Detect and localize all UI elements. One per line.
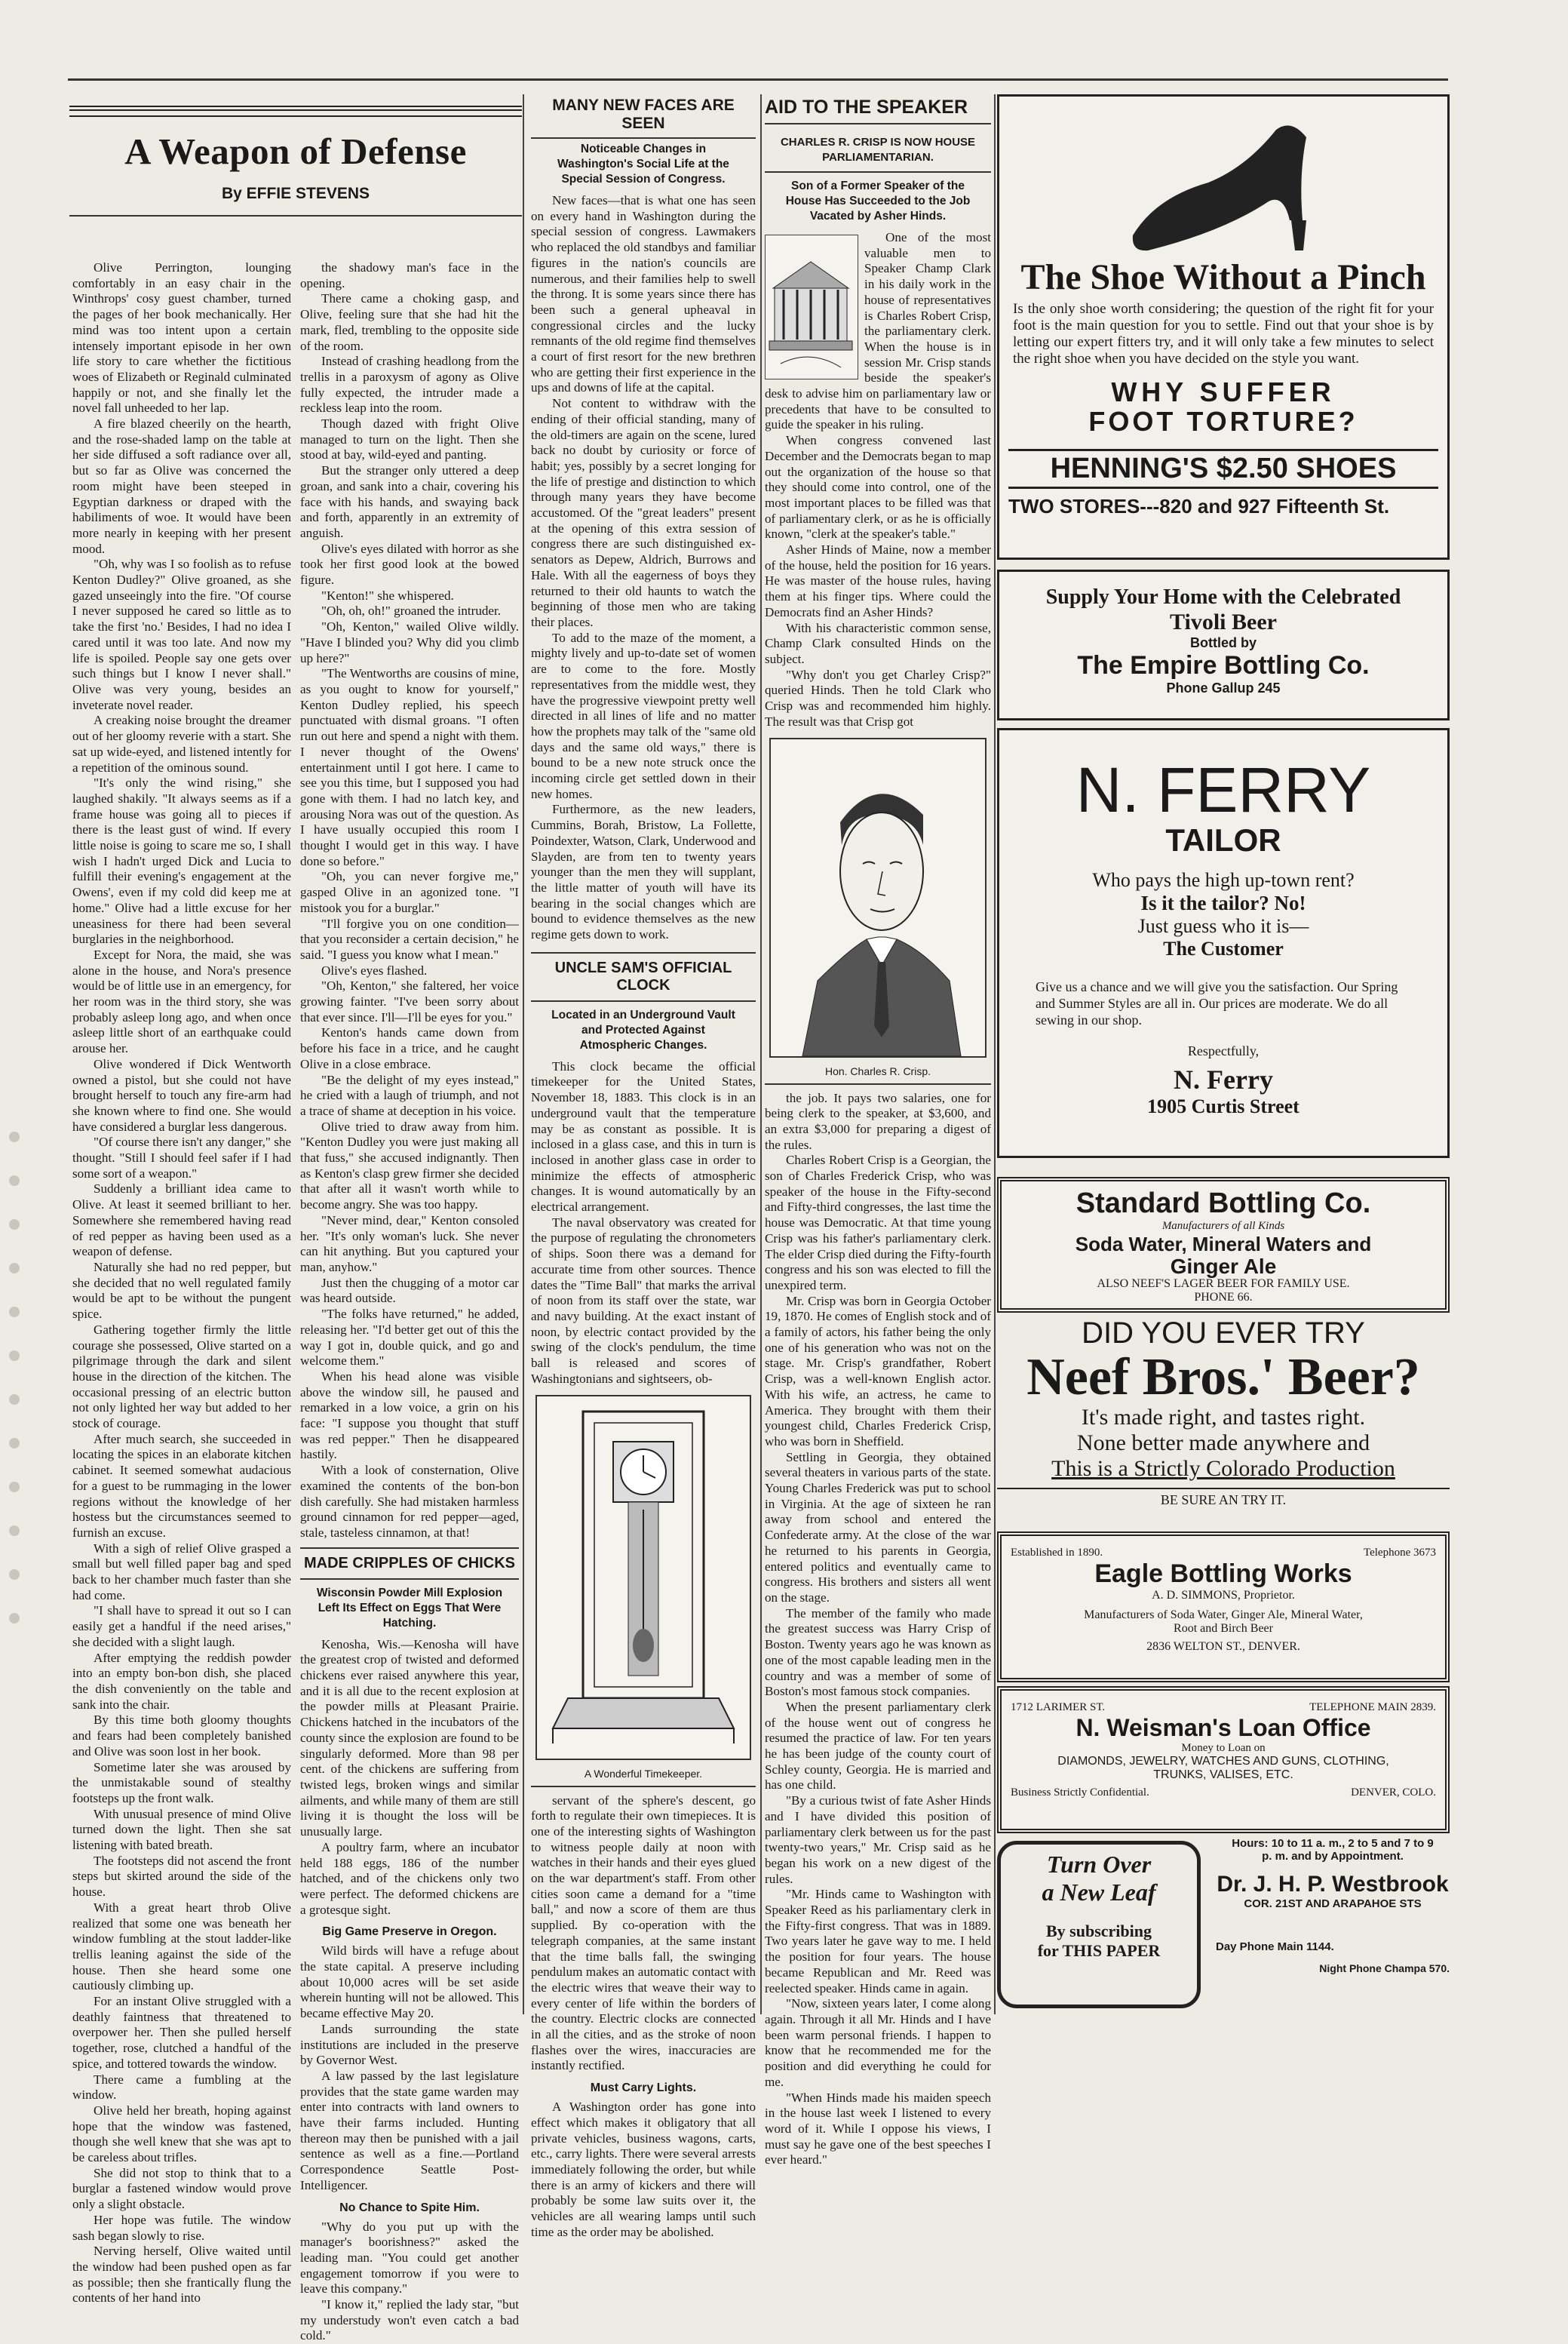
westbrook-addr: COR. 21ST AND ARAPAHOE STS	[1244, 1897, 1422, 1910]
story-header	[69, 106, 522, 223]
paragraph: the shadowy man's face in the opening.	[300, 260, 519, 290]
standard-sub: Manufacturers of all Kinds	[1161, 1220, 1285, 1232]
ferry-q1: Who pays the high up-town rent?	[1092, 869, 1355, 891]
eagle-tel: Telephone 3673	[1363, 1547, 1436, 1559]
paragraph: With a look of consternation, Olive examined the contents of the bon-bon dish carefully. She had mistaken harmless ground cinnamon for red pepper—aged, stale, tasteless cinnamon, at that!	[300, 1463, 519, 1540]
paragraph: There came a choking gasp, and Olive, feeling sure that she had hit the mark, fled, trembling to the opposite side of the room.	[300, 291, 519, 353]
binding-holes	[5, 1132, 27, 1705]
paragraph: A law passed by the last legislature provides that the state game warden may enter into contracts with land owners to have their farms included. Hunting thereon may then be punished with a jail sentence as well as a fine.—Portland Correspondence Seattle Post-Intelligencer.	[300, 2068, 519, 2192]
paragraph: After emptying the reddish powder into an empty bon-bon dish, she placed the dish conveniently on the table and sank into the chair.	[72, 1650, 291, 1712]
paragraph: servant of the sphere's descent, go forth to regulate their own timepieces. It is one of the interesting sights of Washington to witness people daily at noon with watches in their hands and their eyes glued on the war department's staff. From other cities soon came a demand for a "time ball," and now a score of them are thus supplied. By co-operation with the telegraph companies, at the same instant that the time balls fall, the swinging pendulum makes an automatic contact with the electric wires that weave their way to every center of life within the borders of the country. Electric clocks are connected in all the cities, and as the stroke of noon flashes over the wires, inaccuracies are instantly rectified.	[531, 1793, 756, 2073]
weisman-conf: Business Strictly Confidential.	[1011, 1786, 1149, 1799]
tivoli-line-1: Supply Your Home with the Celebrated	[1045, 585, 1401, 609]
paragraph: "Oh, you can never forgive me," gasped Olive in an agonized tone. "I mistook you for a burglar."	[300, 869, 519, 915]
weisman-bottom-row	[1011, 1786, 1436, 1799]
game-headline: Big Game Preserve in Oregon.	[322, 1925, 497, 1939]
weisman-street: 1712 LARIMER ST.	[1011, 1701, 1106, 1713]
westbrook-hours-1: Hours: 10 to 11 a. m., 2 to 5 and 7 to 9	[1232, 1837, 1434, 1850]
paragraph: Except for Nora, the maid, she was alone in the house, and Nora's presence would be of little use in an emergency, for her room was in the third story, she was probably asleep long ago, and when once asleep little short of an earthquake could arouse her.	[72, 947, 291, 1056]
neef-line-2: Neef Bros.' Beer?	[1026, 1348, 1420, 1406]
shoe-body: Is the only shoe worth considering; the question of the right fit for your foot is the main question for you to settle. Find out that your shoe is by letting our expert fitters try, and it will only take a few minutes to select the right shoe when you have decided on the style you want.	[1013, 301, 1434, 367]
news-column-3	[531, 97, 756, 2239]
paragraph: This clock became the official timekeeper for the United States, November 18, 1883. This clock is in an underground vault that the temperature may be as constant as possible. It is inclosed in a glass case, and this in turn is inclosed in another glass case in order to minimize the effects of atmospheric changes. It is wound automatically by an electrical arrangement.	[531, 1058, 756, 1215]
tivoli-ad	[997, 570, 1450, 720]
neef-line-6: BE SURE AN TRY IT.	[997, 1488, 1450, 1508]
paragraph: When congress convened last December and the Democrats began to map out the organization of the house so that they should come into control, one of the most important places to be filled was that of parliamentary clerk, or as he is officially known, "clerk at the speaker's table."	[765, 433, 991, 542]
divider	[69, 215, 522, 217]
speaker-subhead-1: CHARLES R. CRISP IS NOW HOUSE PARLIAMENTARIAN.	[780, 136, 976, 164]
paragraph: With a great heart throb Olive realized that some one was beneath her window fumbling at the stout ladder-like trellis leaning against the side of the house. Then she heard some one cautiously climbing up.	[72, 1900, 291, 1993]
tivoli-line-4: The Empire Bottling Co.	[1077, 651, 1370, 680]
paragraph: Wild birds will have a refuge about the state capital. A preserve including about 10,000 acres will be set aside wherein hunting will not be allowed. This became effective May 20.	[300, 1943, 519, 2021]
weisman-line-1: Money to Loan on	[1181, 1742, 1266, 1754]
eagle-top-row	[1011, 1547, 1436, 1559]
westbrook-name: Dr. J. H. P. Westbrook	[1217, 1872, 1449, 1897]
clock-subhead: Located in an Underground Vault and Protected Against Atmospheric Changes.	[551, 1008, 735, 1052]
paragraph: "Never mind, dear," Kenton consoled her. "It's only woman's luck. She never can hit anything. But you captured your man, anyhow."	[300, 1212, 519, 1274]
shoe-line-2: FOOT TORTURE?	[1088, 406, 1358, 437]
standard-line-3: ALSO NEEF'S LAGER BEER FOR FAMILY USE.	[1097, 1277, 1350, 1290]
eagle-addr: 2836 WELTON ST., DENVER.	[1146, 1640, 1300, 1653]
weisman-name: N. Weisman's Loan Office	[1076, 1714, 1371, 1741]
ferry-body: Give us a chance and we will give you the satisfaction. Our Spring and Summer Styles are all in. Our prices are moderate. We do all sewing in our shop.	[1036, 979, 1398, 1028]
shoe-headline: The Shoe Without a Pinch	[1020, 257, 1426, 297]
neef-line-1: DID YOU EVER TRY	[1082, 1316, 1365, 1350]
paragraph: To add to the maze of the moment, a mighty lively and up-to-date set of women are to come to the fore. Mostly representatives from the middle west, they have the progressive viewpoint pretty well directed in all lines of life and no matter how the prophets may talk of the "same old days and the same old ways," there is bound to be a new note struck once the incoming circle get settled down in their new homes.	[531, 630, 756, 801]
paragraph: Just then the chugging of a motor car was heard outside.	[300, 1275, 519, 1306]
standard-line-1: Soda Water, Mineral Waters and	[1075, 1233, 1372, 1255]
neef-line-3: It's made right, and tastes right.	[1081, 1405, 1366, 1430]
speaker-headline: AID TO THE SPEAKER	[765, 97, 991, 124]
ferry-ad	[997, 728, 1450, 1158]
standard-name: Standard Bottling Co.	[1076, 1187, 1371, 1219]
paragraph: "When Hinds made his maiden speech in the house last week I listened to every word of it. While I oppose his views, I must say he gave one of the best speeches I ever heard."	[765, 2090, 991, 2167]
clock-drawing	[537, 1396, 750, 1759]
paragraph: Kenosha, Wis.—Kenosha will have the greatest crop of twisted and deformed chickens ever raised anywhere this year, and it is all due to the recent explosion at the powder mills at Pleasant Prairie. Chickens hatched in the incubators of the county since the explosion are found to be singularly deformed. More than 98 per cent. of the chickens are suffering from twisted legs, broken wings and similar ailments, and while many of them are still living it is thought the loss will be unusually large.	[300, 1636, 519, 1839]
paragraph: "Of course there isn't any danger," she thought. "Still I should feel safer if I had some sort of a weapon."	[72, 1135, 291, 1181]
paragraph: "Be the delight of my eyes instead," he cried with a laugh of triumph, and not a trace of shame at deception in his voice.	[300, 1072, 519, 1118]
paragraph: When his head alone was visible above the window sill, he paused and remarked in a low voice, a grin on his face: "I suppose you thought that stuff was red pepper." Then he disappeared hastily.	[300, 1369, 519, 1462]
eagle-line-1: Manufacturers of Soda Water, Ginger Ale, Mineral Water,	[1084, 1608, 1363, 1621]
paragraph: "Oh, oh, oh!" groaned the intruder.	[321, 604, 502, 619]
subscribe-line-4: for THIS PAPER	[1037, 1941, 1161, 1960]
neef-ad	[997, 1316, 1450, 1528]
cripples-subhead: Wisconsin Powder Mill Explosion Left Its Effect on Eggs That Were Hatching.	[316, 1586, 503, 1630]
paragraph: Olive held her breath, hoping against hope that the window was fastened, though she well knew that she was apt to be careless about trifles.	[72, 2103, 291, 2165]
paragraph: "The folks have returned," he added, releasing her. "I'd better get out of this the way I got in, double quick, and go and welcome them."	[300, 1307, 519, 1369]
ferry-q4: The Customer	[1163, 938, 1284, 960]
paragraph: After much search, she succeeded in locating the spices in an elaborate kitchen cabinet. It seemed somewhat audacious for a guest to be rummaging in the lower regions without the knowledge of her hostess but the circumstances seemed to furnish an excuse.	[72, 1431, 291, 1540]
paragraph: "I'll forgive you on one condition—that you reconsider a certain decision," he said. "I guess you know what I mean."	[300, 916, 519, 962]
paragraph: One of the most valuable men to Speaker Champ Clark in his daily work in the house of representatives is Charles Robert Crisp, the parliamentary clerk. When the house is in session Mr. Crisp stands beside the speaker's desk to advise him on parliamentary law or precedents that have to be consulted to guide the speaker in his ruling.	[765, 230, 991, 432]
portrait-drawing	[771, 739, 985, 1056]
eagle-prop: A. D. SIMMONS, Proprietor.	[1152, 1589, 1295, 1602]
news-column-4	[765, 97, 991, 2167]
paragraph: "I shall have to spread it out so I can easily get a handful if the need arises," she decided with a slight laugh.	[72, 1603, 291, 1649]
faces-subhead: Noticeable Changes in Washington's Social Life at the Special Session of Congress.	[557, 143, 729, 186]
capitol-illustration	[765, 235, 858, 379]
westbrook-night-phone: Night Phone Champa 570.	[1319, 1962, 1450, 1974]
paragraph: Her hope was futile. The window sash began slowly to rise.	[72, 2212, 291, 2243]
tivoli-line-2: Tivoli Beer	[1170, 610, 1277, 634]
portrait-illustration	[769, 738, 987, 1058]
paragraph: Olive wondered if Dick Wentworth owned a pistol, but she could not have brought herself to touch any fire-arm had she known where to find one. She would have considered a burglar less dangerous.	[72, 1056, 291, 1134]
column-rule	[760, 94, 762, 2014]
standard-bottling-ad	[997, 1177, 1450, 1313]
paragraph: Settling in Georgia, they obtained several theaters in various parts of the state. Young Charles Frederick was put to school in Virginia. At the age of sixteen he ran away from school and entered the Confederate army. At the close of the war he returned to his parents in Georgia, entered politics and eventually came to congress. His brothers and sisters all went on the stage.	[765, 1449, 991, 1605]
paragraph: A poultry farm, where an incubator held 188 eggs, 186 of the number hatched, and of the chickens only two were perfect. The deformed chickens are a grotesque sight.	[300, 1839, 519, 1917]
subscribe-line-2: a New Leaf	[1042, 1879, 1156, 1906]
paragraph: Sometime later she was aroused by the unmistakable sound of stealthy footsteps up the front walk.	[72, 1759, 291, 1805]
clock-illustration	[535, 1395, 751, 1760]
page-top-rule	[68, 78, 1448, 81]
paragraph: "Why don't you get Charley Crisp?" queried Hinds. Then he told Clark who Crisp was and recommended him highly. The result was that Crisp got	[765, 667, 991, 729]
column-rule	[994, 94, 996, 2014]
paragraph: Olive tried to draw away from him. "Kenton Dudley you were just making all that fuss," she accused indignantly. Then as Kenton's clasp grew firmer she decided that after all it wasn't worth while to become angry. She was too happy.	[300, 1119, 519, 1212]
ferry-signature: N. Ferry	[1174, 1064, 1273, 1095]
paragraph: the job. It pays two salaries, one for being clerk to the speaker, at $3,600, and an extra $3,000 for preparing a digest of the rules.	[765, 1090, 991, 1152]
story-title: A Weapon of Defense	[124, 131, 467, 172]
paragraph: New faces—that is what one has seen on every hand in Washington during the special session of congress. Lawmakers who replaced the old standbys and familiar figures in the nation's councils are numerous, and their families help to swell the throng. It is some years since there has been such a general upheaval in congressional circles and the lucky remnants of the old regime find themselves a court of first resort for the new brethren who are getting their first experience in the ups and downs of life at the capital.	[531, 193, 756, 395]
spite-headline: No Chance to Spite Him.	[339, 2201, 480, 2214]
paragraph: With a sigh of relief Olive grasped a small but well filled paper bag and sped back to her chamber much faster than she had come.	[72, 1541, 291, 1602]
shoe-line-4: TWO STORES---820 and 927 Fifteenth St.	[1008, 495, 1390, 518]
subscribe-line-3: By subscribing	[1046, 1922, 1152, 1940]
ferry-q3: Just guess who it is—	[1137, 915, 1309, 937]
paragraph: For an instant Olive struggled with a deathly faintness that threatened to overpower her. Then she pulled herself together, rose, clutched a handful of the spice, and tottered towards the window.	[72, 1994, 291, 2071]
story-byline: By EFFIE STEVENS	[221, 185, 370, 202]
ferry-trade: TAILOR	[1165, 822, 1281, 858]
paragraph: Asher Hinds of Maine, now a member of the house, held the position for 16 years. He was master of the house rules, having them at his finger tips. Where could the Democrats find an Asher Hinds?	[765, 542, 991, 619]
shoe-line-1: WHY SUFFER	[1111, 376, 1336, 407]
shoe-drawing	[1125, 107, 1321, 258]
subscribe-line-1: Turn Over	[1046, 1851, 1152, 1878]
paragraph: A creaking noise brought the dreamer out of her gloomy reverie with a start. She sat up wide-eyed, and listened intently for a repetition of the ominous sound.	[72, 713, 291, 775]
capitol-drawing	[766, 235, 856, 377]
standard-line-4: PHONE 66.	[1194, 1291, 1253, 1304]
paragraph: The member of the family who made the greatest success was Harry Crisp of Boston. Twenty years ago he was known as one of the most capable leading men in the country and was a member of some of Boston's most famous stock companies.	[765, 1605, 991, 1699]
paragraph: She did not stop to think that to a burglar a fastened window would prove only a slight obstacle.	[72, 2165, 291, 2212]
paragraph: "Oh, Kenton," wailed Olive wildly. "Have I blinded you? Why did you climb up here?"	[300, 619, 519, 665]
weisman-ad	[997, 1686, 1450, 1833]
clock-headline: UNCLE SAM'S OFFICIAL CLOCK	[554, 959, 732, 994]
paragraph: Kenton's hands came down from before his face in a trice, and he caught Olive in a close embrace.	[300, 1025, 519, 1071]
paragraph: "I know it," replied the lady star, "but my understudy won't even catch a bad cold."	[300, 2297, 519, 2343]
paragraph: "Mr. Hinds came to Washington with Speaker Reed as his parliamentary clerk in the Fifty-first congress. That was in 1889. Two years later he gave way to me. I held the position for four years. The house became Republican and Mr. Reed was reelected speaker. Hinds came in again.	[765, 1887, 991, 1995]
paragraph: "The Wentworths are cousins of mine, as you ought to know for yourself," Kenton Dudley replied, his speech punctuated with dismal groans. "I often run out here and spend a night with them. I never thought of the Owens' entertainment until I got here. I came to see you this time, but I supposed you had gone with them. I had no latch key, and arousing Nora was out of the question. As I have usually occupied this room I thought I would get in this way. I have done so before."	[300, 666, 519, 868]
weisman-city: DENVER, COLO.	[1351, 1786, 1436, 1799]
paragraph: With his characteristic common sense, Champ Clark consulted Hinds on the subject.	[765, 620, 991, 666]
subscribe-ad	[997, 1841, 1201, 2008]
westbrook-day-phone: Day Phone Main 1144.	[1216, 1940, 1334, 1953]
eagle-line-2: Root and Birch Beer	[1174, 1622, 1273, 1635]
westbrook-ad	[1216, 1837, 1450, 2018]
paragraph: Mr. Crisp was born in Georgia October 19, 1870. He comes of English stock and of a family of actors, his father being the only one of his generation who was not on the stage. Mr. Crisp's grandfather, Robert Crisp, was a well-known English actor. With his wife, an actress, he came to America. They brought with them their youngest child, Charles Frederick Crisp, who was born in Sheffield.	[765, 1293, 991, 1448]
title-ornament-rule	[69, 106, 522, 117]
cripples-headline: MADE CRIPPLES OF CHICKS	[303, 1554, 516, 1571]
paragraph: Olive's eyes dilated with horror as she took her first good look at the bowed figure.	[300, 541, 519, 588]
weisman-top-row	[1011, 1701, 1436, 1714]
paragraph: A Washington order has gone into effect which makes it obligatory that all private vehicles, business wagons, carts, etc., carry lights. There were several arrests immediately following the order, but while there is an army of kickers and there will probably be some law suits over it, the vehicles are all wearing lamps until such time as the order may be abolished.	[531, 2100, 756, 2239]
paragraph: "It's only the wind rising," she laughed shakily. "It always seems as if a frame house was going all to pieces if there is the least gust of wind. If every little noise is going to scare me so, I shall wish I hadn't urged Dick and Lucia to fulfill their evening's engagement at the Owens', even if my cold did keep me at home." Olive had a little excuse for her uneasiness for there had been several burglaries in the neighborhood.	[72, 776, 291, 947]
paragraph: Nerving herself, Olive waited until the window had been pushed open as far as possible; then she frantically flung the contents of her hand into	[72, 2244, 291, 2306]
paragraph: The naval observatory was created for the purpose of regulating the chronometers of ships. Soon there was a demand for accurate time from other sources. Thence dates the "Time Ball" that marks the arrival of noon from its staff over the state, war and navy building. At the exact instant of noon, by electric contact provided by the swing of the clock's pendulum, the time ball is released and scores of Washingtonians and sightseers, ob-	[531, 1215, 756, 1386]
portrait-caption: Hon. Charles R. Crisp.	[824, 1064, 931, 1077]
column-rule	[523, 94, 524, 2014]
paragraph: Not content to withdraw with the ending of their official standing, many of the old-timers are again on the scene, lured back no doubt by curiosity or force of habit; yes, possibly by a secret longing for the life of prestige and distinction to which through many years they have become accustomed. Of the "great leaders" present at the opening of this extra session of congress there are such distinguished ex-senators as Depew, Aldrich, Burrows and Hale. With all the eagerness of boys they returned to their old haunts to watch the beginning of those men who are taking their places.	[531, 396, 756, 629]
eagle-ad	[997, 1531, 1450, 1682]
paragraph: Olive's eyes flashed.	[321, 963, 428, 978]
eagle-est: Established in 1890.	[1011, 1547, 1103, 1559]
paragraph: The footsteps did not ascend the front steps but skirted around the side of the house.	[72, 1853, 291, 1900]
ferry-resp: Respectfully,	[1187, 1043, 1260, 1058]
paragraph: By this time both gloomy thoughts and fears had been completely banished and Olive was soon lost in her book.	[72, 1713, 291, 1759]
paragraph: "By a curious twist of fate Asher Hinds and I have divided this position of parliamentary clerk between us for the past twenty-two years," Mr. Crisp said as he began his work on a new digest of the rules.	[765, 1793, 991, 1886]
paragraph: Naturally she had no red pepper, but she decided that no well regulated family would be apt to be without the pungent spice.	[72, 1260, 291, 1322]
paragraph: Gathering together firmly the little courage she possessed, Olive started on a pilgrimage through the dark and silent house in the direction of the kitchen. The occasional pressing of an electric button not only lighted her way but added to her stock of courage.	[72, 1322, 291, 1431]
paragraph: With unusual presence of mind Olive turned down the light. Then she sat listening with bated breath.	[72, 1806, 291, 1853]
paragraph: Instead of crashing headlong from the trellis in a paroxysm of agony as Olive fully expected, the intruder made a reckless leap into the room.	[300, 354, 519, 416]
ferry-name: N. FERRY	[1076, 754, 1371, 825]
ferry-q2: Is it the tailor? No!	[1140, 892, 1306, 914]
paragraph: "Kenton!" she whispered.	[321, 588, 454, 603]
standard-line-2: Ginger Ale	[1170, 1255, 1277, 1278]
paragraph: When the present parliamentary clerk of the house went out of congress he resumed the practice of law. For ten years he has been judge of the county court of Schley county, Georgia. He is married and has one child.	[765, 1699, 991, 1793]
paragraph: But the stranger only uttered a deep groan, and sank into a chair, covering his face with his hands, and swaying back and forth, apparently in an extremity of anguish.	[300, 463, 519, 540]
shoe-line-3: HENNING'S $2.50 SHOES	[1008, 449, 1438, 489]
paragraph: Suddenly a brilliant idea came to Olive. At least it seemed brilliant to her. Somewhere she remembered having read of red pepper as having been used as a weapon of defense.	[72, 1181, 291, 1259]
paragraph: "Why do you put up with the manager's boorishness?" asked the leading man. "You could get another engagement tomorrow if you were to leave this company."	[300, 2219, 519, 2296]
paragraph: There came a fumbling at the window.	[72, 2072, 291, 2103]
story-column-1	[72, 260, 291, 2306]
paragraph: Lands surrounding the state institutions are included in the preserve by Governor West.	[300, 2021, 519, 2068]
paragraph: "Oh, Kenton," she faltered, her voice growing fainter. "I've been sorry about that ever since. I'll—I'll be eyes for you."	[300, 978, 519, 1025]
westbrook-hours-2: p. m. and by Appointment.	[1262, 1850, 1404, 1863]
paragraph: "Now, sixteen years later, I come along again. Through it all Mr. Hinds and I have been warm personal friends. I happen to know that he recommended me for the position and did everything he could for me.	[765, 1996, 991, 2089]
ferry-address: 1905 Curtis Street	[1147, 1095, 1300, 1117]
tivoli-line-5: Phone Gallup 245	[1166, 680, 1281, 696]
weisman-tel: TELEPHONE MAIN 2839.	[1309, 1701, 1436, 1713]
tivoli-line-3: Bottled by	[1190, 635, 1257, 650]
weisman-line-3: TRUNKS, VALISES, ETC.	[1153, 1768, 1293, 1781]
shoe-ad	[997, 94, 1450, 560]
neef-line-5: This is a Strictly Colorado Production	[1051, 1456, 1395, 1481]
faces-headline: MANY NEW FACES ARE SEEN	[531, 97, 756, 139]
lights-headline: Must Carry Lights.	[590, 2081, 697, 2095]
weisman-line-2: DIAMONDS, JEWELRY, WATCHES AND GUNS, CLOTHING,	[1057, 1755, 1389, 1768]
clock-caption: A Wonderful Timekeeper.	[584, 1767, 703, 1780]
paragraph: Though dazed with fright Olive managed to turn on the light. Then she stood at bay, wild-eyed and panting.	[300, 416, 519, 462]
story-column-2	[300, 260, 519, 2343]
paragraph: Charles Robert Crisp is a Georgian, the son of Charles Frederick Crisp, who was speaker of the house in the Fifty-second and Fifty-third congresses, the last time the house was Democratic. At that time young Crisp was his father's parliamentary clerk. The elder Crisp died during the Fifty-fourth congress and his son was elected to fill the unexpired term.	[765, 1153, 991, 1292]
paragraph: "Oh, why was I so foolish as to refuse Kenton Dudley?" Olive groaned, as she gazed unseeingly into the fire. "Of course I never supposed he cared so little as to take the first 'no.' Besides, I had no idea I cared until it was too late. And now my life is spoiled. People say one gets over such things but I know I never shall." Olive was very young, besides an inveterate novel reader.	[72, 557, 291, 712]
speaker-subhead-2: Son of a Former Speaker of the House Has Succeeded to the Job Vacated by Asher Hinds.	[785, 180, 971, 223]
paragraph: A fire blazed cheerily on the hearth, and the rose-shaded lamp on the table at her side diffused a soft radiance over all, but so far as Olive was concerned the room might have been steeped in Egyptian darkness or draped with the habiliments of woe. It would have been more nearly in keeping with her present mood.	[72, 416, 291, 556]
paragraph: Olive Perrington, lounging comfortably in an easy chair in the Winthrops' cosy guest chamber, turned the pages of her book mechanically. Her mind was too intent upon a certain intensely important episode in her own life story to care whether the fictitious woes of Elizabeth or Reginald culminated happily or not, and she finally let the novel fall unheeded to her lap.	[72, 260, 291, 416]
eagle-name: Eagle Bottling Works	[1094, 1559, 1352, 1588]
neef-line-4: None better made anywhere and	[1076, 1430, 1370, 1455]
paragraph: Furthermore, as the new leaders, Cummins, Borah, Bristow, La Follette, Poindexter, Watson, Clark, Underwood and Slayden, are from ten to twenty years younger than the men they will supplant, the little matter of youth will have its bearing in the social changes which are bound to evidence themselves as the new regime gets down to work.	[531, 802, 756, 942]
